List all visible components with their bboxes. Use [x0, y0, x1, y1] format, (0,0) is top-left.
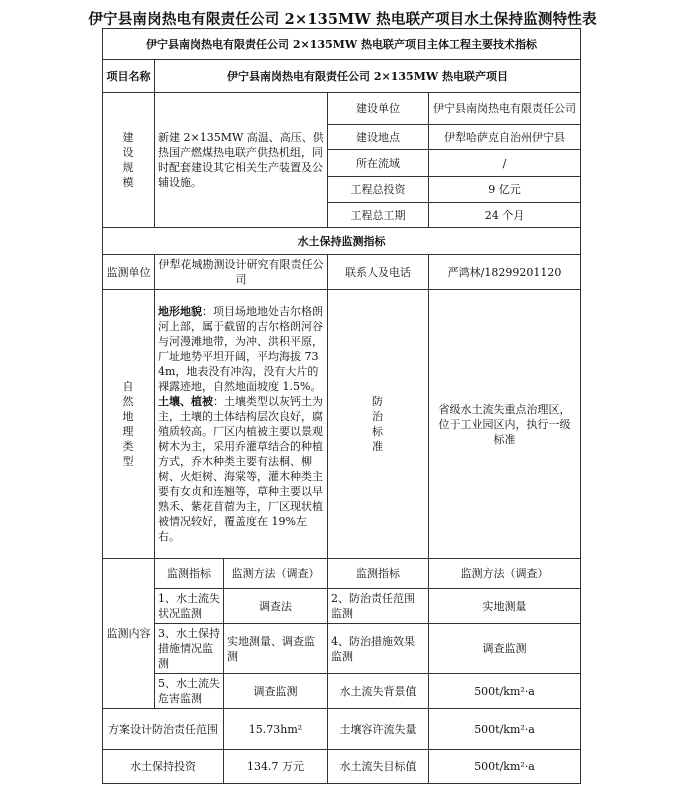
- info-label-construction-unit: 建设单位: [328, 93, 429, 125]
- allowable-erosion-value: 500t/km²·a: [429, 709, 581, 750]
- content-method: 实地测量、调查监测: [224, 624, 328, 674]
- responsibility-scope-value: 15.73hm²: [224, 709, 328, 750]
- monitoring-characteristics-table: [102, 28, 581, 784]
- info-value-river-basin: /: [429, 150, 581, 177]
- content-indicator: 2、防治责任范围监测: [328, 589, 429, 624]
- content-method: 500t/km²·a: [429, 674, 581, 709]
- responsibility-scope-label: 方案设计防治责任范围: [103, 709, 224, 750]
- content-method: 调查法: [224, 589, 328, 624]
- info-label-construction-site: 建设地点: [328, 125, 429, 150]
- prevention-standard-label: [328, 290, 429, 559]
- natural-type-label: [103, 290, 155, 559]
- construction-scale-label: [103, 93, 155, 228]
- soil-vegetation-title: 土壤、植被: [158, 395, 213, 408]
- project-name-label: 项目名称: [103, 60, 155, 93]
- info-value-construction-site: 伊犁哈萨克自治州伊宁县: [429, 125, 581, 150]
- content-indicator: 1、水土流失状况监测: [155, 589, 224, 624]
- construction-scale-description: 新建 2×135MW 高温、高压、供热国产燃煤热电联产供热机组，同时配套建设其它相关生产装置及公辅设施。: [155, 93, 328, 228]
- content-indicator: 5、水土流失危害监测: [155, 674, 224, 709]
- document-title: 伊宁县南岗热电有限责任公司 2×135MW 热电联产项目水土保持监测特性表: [88, 11, 597, 28]
- construction-scale-label-text: 建设规模: [122, 131, 135, 189]
- info-label-total-duration: 工程总工期: [328, 203, 429, 228]
- investment-value: 134.7 万元: [224, 750, 328, 784]
- content-method: 调查监测: [429, 624, 581, 674]
- main-section-title: 伊宁县南岗热电有限责任公司 2×135MW 热电联产项目主体工程主要技术指标: [103, 29, 581, 60]
- content-header-method-1: 监测方法（调查）: [224, 559, 328, 589]
- landform-text: ：项目场地地处吉尔格朗河上部，属于截留的吉尔格朗河谷与河漫滩地带，为冲、洪积平原，厂址地势平坦开阔，平均海拔 734m，地表没有冲沟，没有大片的裸露迹地，自然地面坡度 1.5%。: [158, 305, 323, 393]
- content-header-method-2: 监测方法（调查）: [429, 559, 581, 589]
- info-value-total-investment: 9 亿元: [429, 177, 581, 203]
- content-indicator: 3、水土保持措施情况监测: [155, 624, 224, 674]
- monitoring-unit-label: 监测单位: [103, 255, 155, 290]
- info-value-construction-unit: 伊宁县南岗热电有限责任公司: [429, 93, 581, 125]
- contact-value: 严鸿林/18299201120: [429, 255, 581, 290]
- monitoring-section-title: 水土保持监测指标: [103, 228, 581, 255]
- content-header-indicator-2: 监测指标: [328, 559, 429, 589]
- monitoring-content-label: 监测内容: [103, 559, 155, 709]
- landform-title: 地形地貌: [158, 305, 202, 318]
- info-label-river-basin: 所在流域: [328, 150, 429, 177]
- contact-label: 联系人及电话: [328, 255, 429, 290]
- prevention-standard-label-text: 防治标准: [372, 395, 384, 453]
- content-header-indicator-1: 监测指标: [155, 559, 224, 589]
- investment-label: 水土保持投资: [103, 750, 224, 784]
- info-value-total-duration: 24 个月: [429, 203, 581, 228]
- target-erosion-value: 500t/km²·a: [429, 750, 581, 784]
- content-method: 调查监测: [224, 674, 328, 709]
- allowable-erosion-label: 土壤容许流失量: [328, 709, 429, 750]
- content-indicator: 4、防治措施效果监测: [328, 624, 429, 674]
- monitoring-unit-value: 伊犁花城勘测设计研究有限责任公司: [155, 255, 328, 290]
- prevention-standard-value: 省级水土流失重点治理区，位于工业园区内，执行一级标准: [429, 290, 581, 559]
- info-label-total-investment: 工程总投资: [328, 177, 429, 203]
- target-erosion-label: 水土流失目标值: [328, 750, 429, 784]
- natural-geography-description: [155, 290, 328, 559]
- content-indicator: 水土流失背景值: [328, 674, 429, 709]
- natural-type-label-text: 自然地理类型: [122, 380, 135, 468]
- soil-vegetation-text: ：土壤类型以灰钙土为主，土壤的土体结构层次良好，腐殖质较高。厂区内植被主要以景观树木为主，采用乔灌草结合的种植方式，乔木种类主要有法桐、柳树、火炬树、海棠等，灌木种类主要有女贞和连翘等，草种主要以早熟禾、紫花苜蓿为主，厂区现状植被情况较好，覆盖度在 19%左右。: [158, 395, 323, 543]
- content-method: 实地测量: [429, 589, 581, 624]
- project-name-value: 伊宁县南岗热电有限责任公司 2×135MW 热电联产项目: [155, 60, 581, 93]
